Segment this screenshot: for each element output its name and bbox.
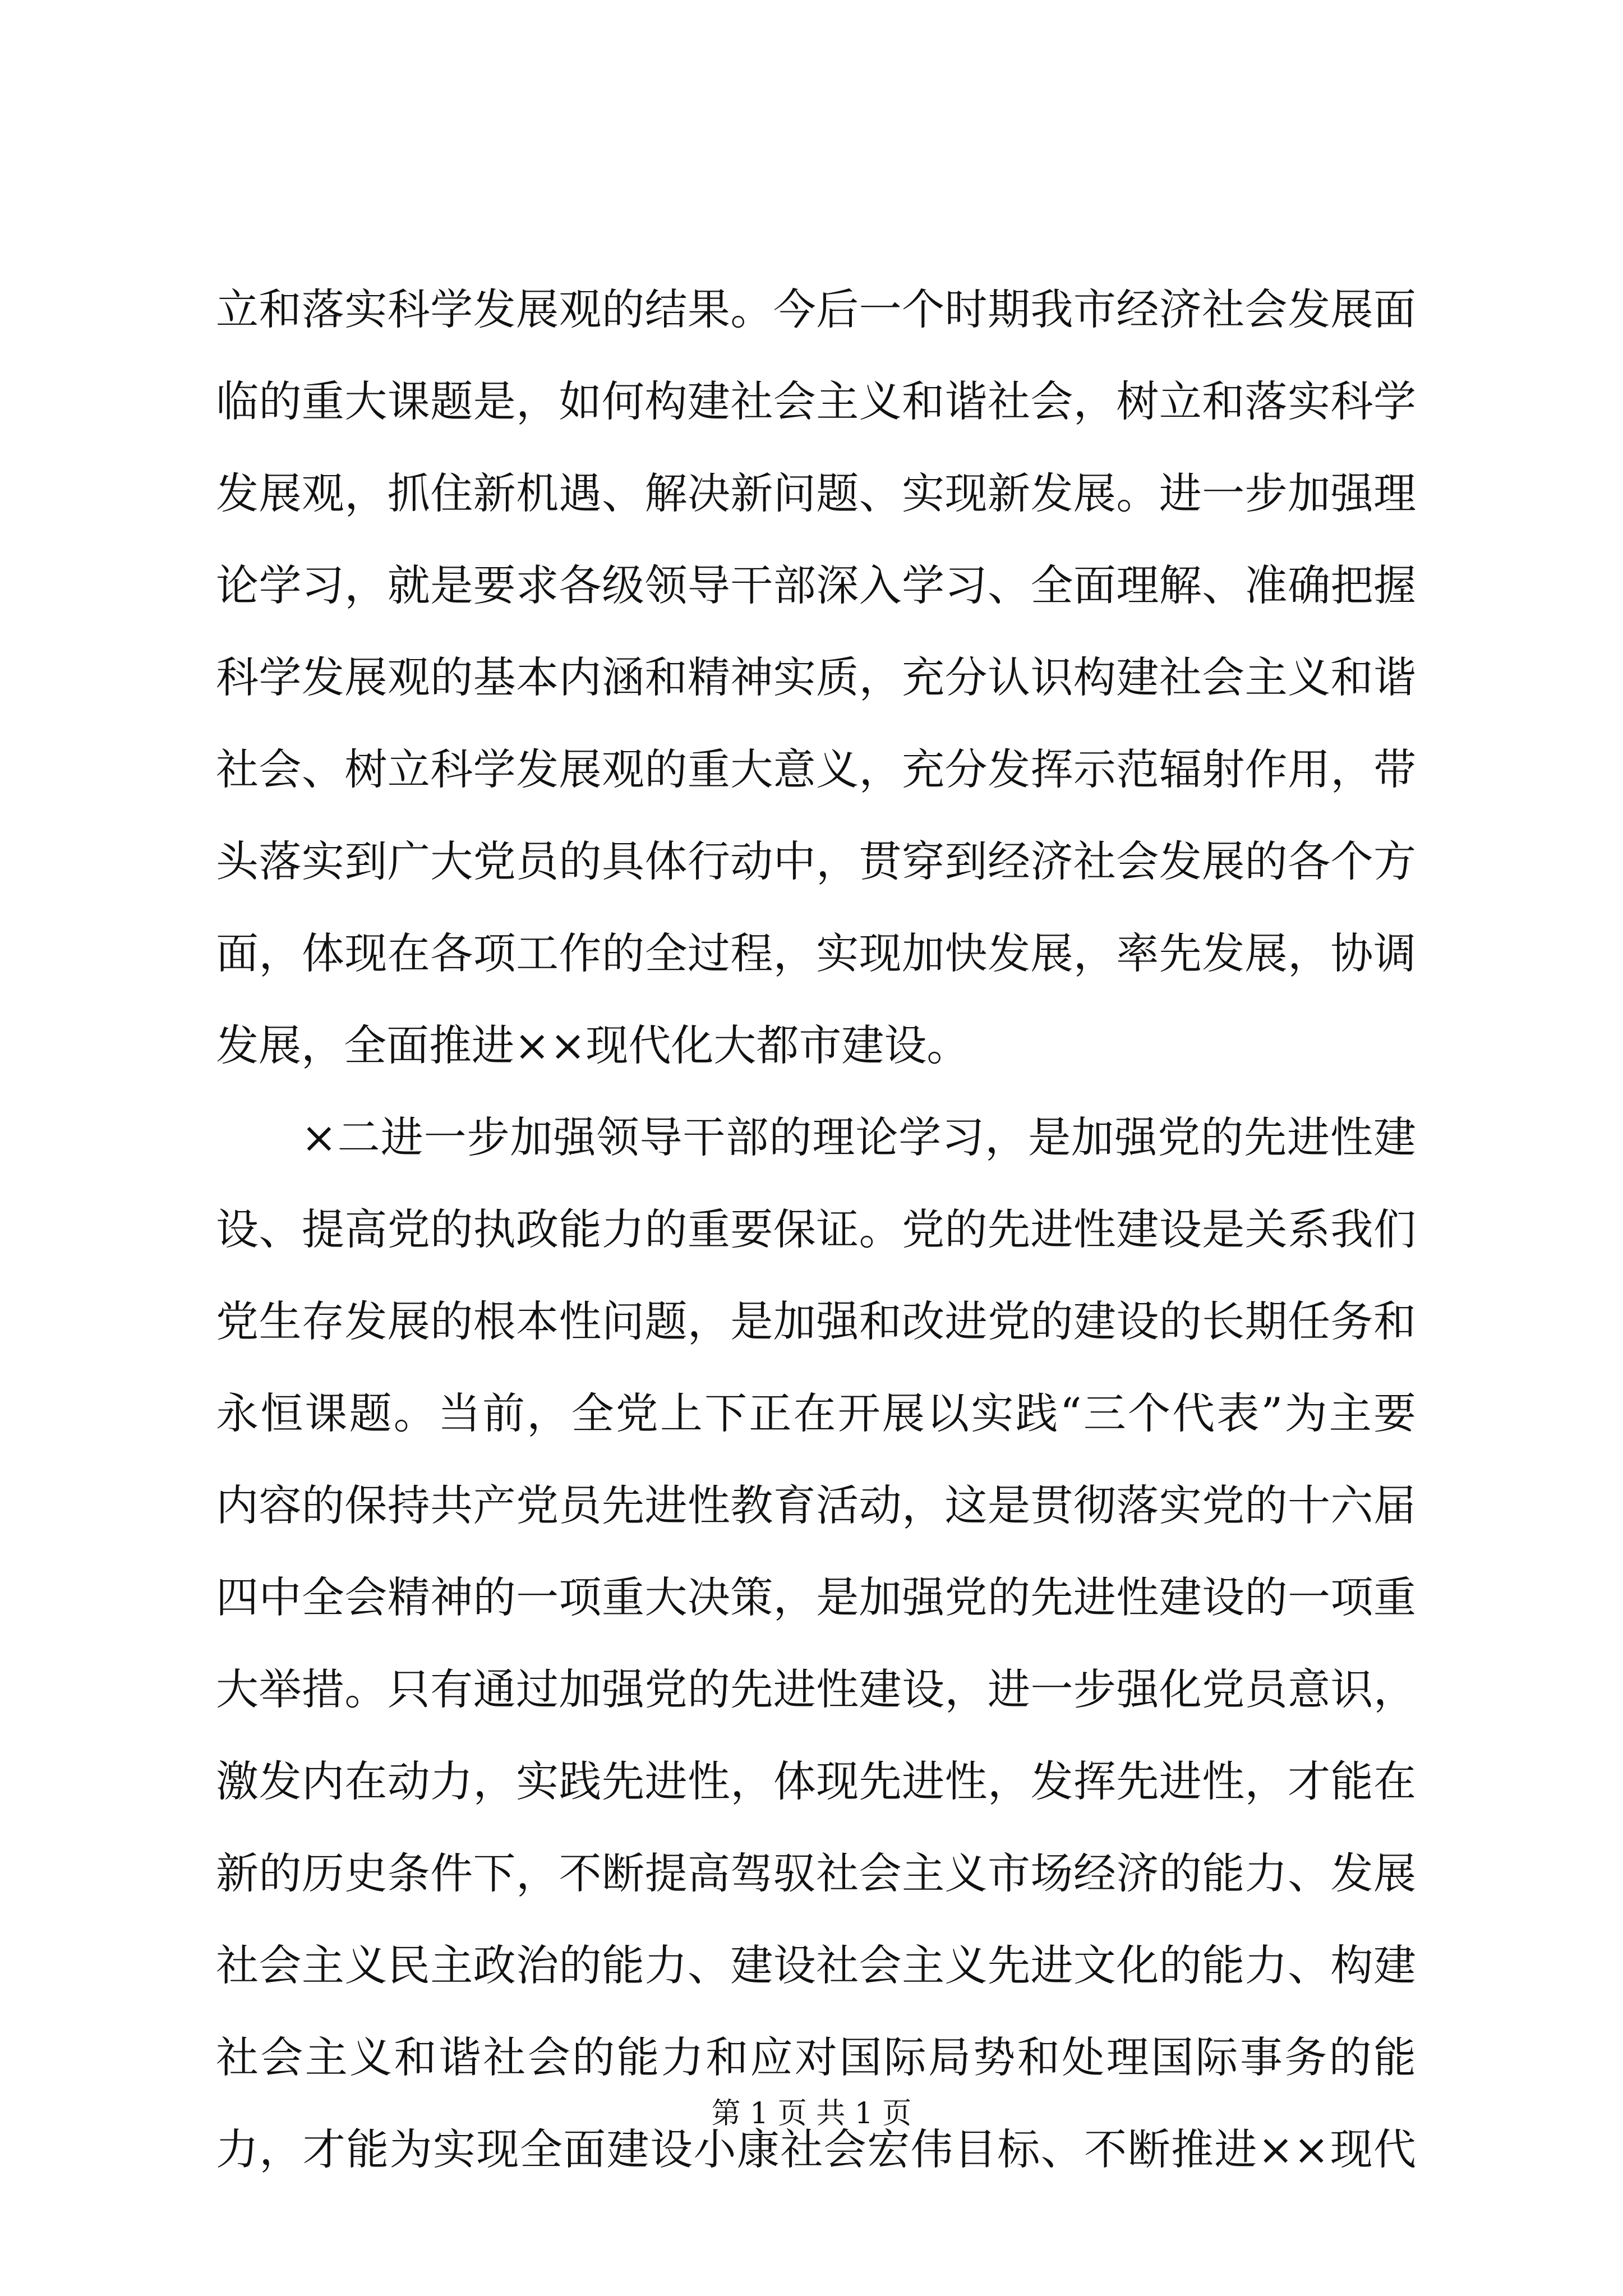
paragraph-1-line-8: 面，体现在各项工作的全过程，实现加快发展，率先发展，协调 <box>216 928 1416 978</box>
paragraph-1-line-9: 发展，全面推进××现代化大都市建设。 <box>216 1020 970 1070</box>
paragraph-2-line-10: 社会主义民主政治的能力、建设社会主义先进文化的能力、构建 <box>216 1940 1416 1990</box>
page-number: 第 1 页 共 1 页 <box>711 2097 912 2131</box>
paragraph-2-line-5: 内容的保持共产党员先进性教育活动，这是贯彻落实党的十六届 <box>216 1480 1416 1530</box>
paragraph-2-line-11: 社会主义和谐社会的能力和应对国际局势和处理国际事务的能 <box>216 2032 1416 2082</box>
paragraph-1-line-1: 立和落实科学发展观的结果。今后一个时期我市经济社会发展面 <box>216 284 1416 334</box>
paragraph-2-line-7: 大举措。只有通过加强党的先进性建设，进一步强化党员意识， <box>216 1664 1416 1714</box>
paragraph-2-line-3: 党生存发展的根本性问题，是加强和改进党的建设的长期任务和 <box>216 1296 1416 1346</box>
page-footer <box>0 2091 1623 2136</box>
document-body <box>216 264 1416 2196</box>
paragraph-2-line-9: 新的历史条件下，不断提高驾驭社会主义市场经济的能力、发展 <box>216 1848 1416 1898</box>
paragraph-2-line-12: 力，才能为实现全面建设小康社会宏伟目标、不断推进××现代 <box>216 2124 1416 2174</box>
paragraph-1-line-5: 科学发展观的基本内涵和精神实质，充分认识构建社会主义和谐 <box>216 652 1416 702</box>
paragraph-1-line-4: 论学习，就是要求各级领导干部深入学习、全面理解、准确把握 <box>216 560 1416 610</box>
paragraph-2-line-4: 永恒课题。当前，全党上下正在开展以实践“三个代表”为主要 <box>216 1388 1416 1438</box>
paragraph-1-line-7: 头落实到广大党员的具体行动中，贯穿到经济社会发展的各个方 <box>216 836 1416 886</box>
paragraph-1-line-6: 社会、树立科学发展观的重大意义，充分发挥示范辐射作用，带 <box>216 744 1416 794</box>
paragraph-2-line-1: ×二进一步加强领导干部的理论学习，是加强党的先进性建 <box>301 1112 1416 1162</box>
paragraph-2-line-8: 激发内在动力，实践先进性，体现先进性，发挥先进性，才能在 <box>216 1756 1416 1806</box>
paragraph-2-line-6: 四中全会精神的一项重大决策，是加强党的先进性建设的一项重 <box>216 1572 1416 1622</box>
paragraph-1-line-3: 发展观，抓住新机遇、解决新问题、实现新发展。进一步加强理 <box>216 468 1416 518</box>
paragraph-2-line-2: 设、提高党的执政能力的重要保证。党的先进性建设是关系我们 <box>216 1204 1416 1254</box>
paragraph-1-line-2: 临的重大课题是，如何构建社会主义和谐社会，树立和落实科学 <box>216 376 1416 426</box>
